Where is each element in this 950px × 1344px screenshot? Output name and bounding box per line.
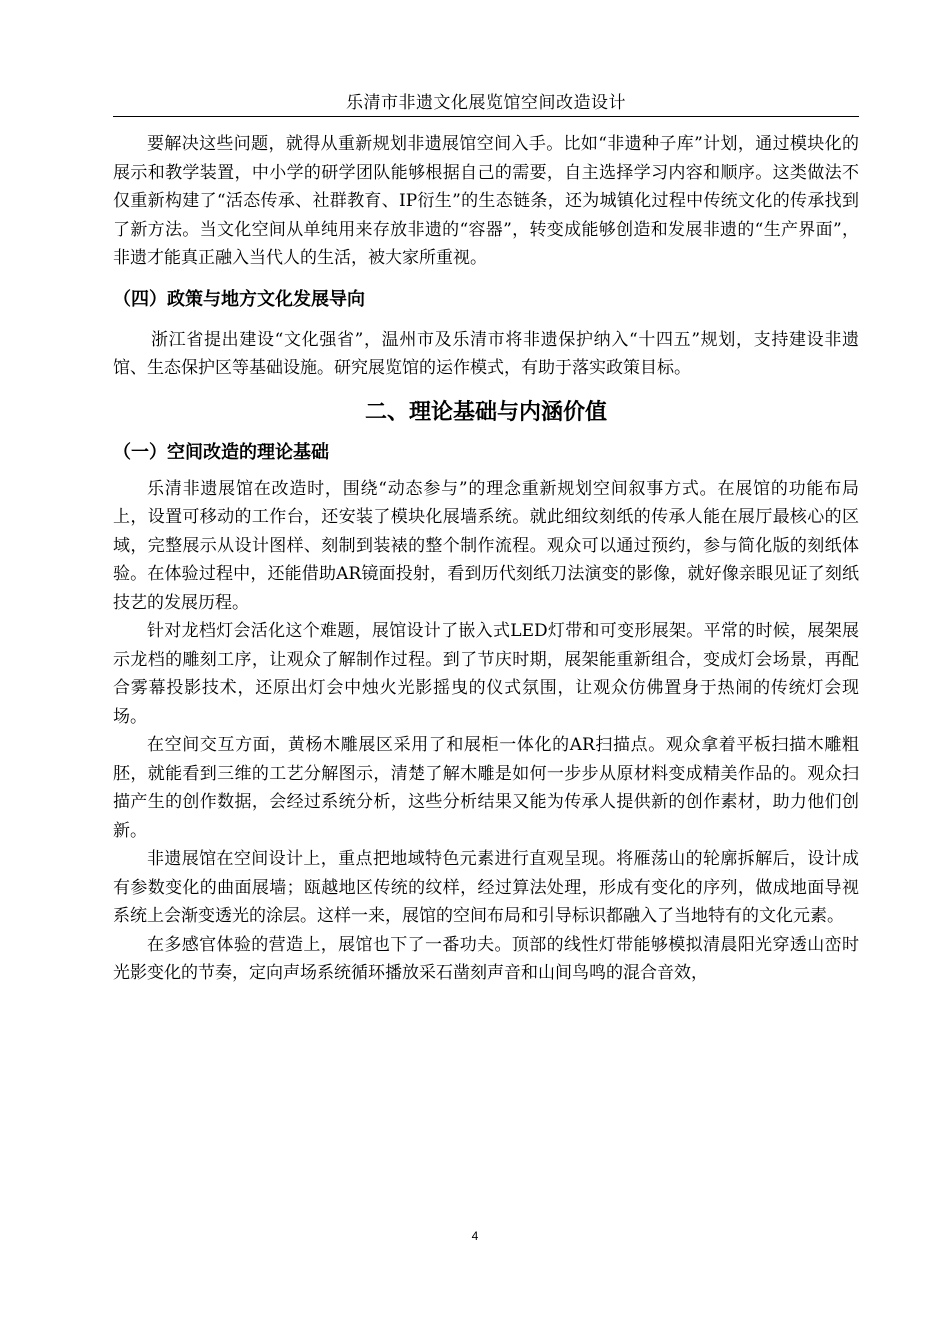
section-heading-theory: （一）空间改造的理论基础	[113, 441, 329, 463]
page-body	[113, 130, 859, 988]
paragraph-policy: 浙江省提出建设“文化强省”，温州市及乐清市将非遗保护纳入“十四五”规划，支持建设非遗馆、生态保护区等基础设施。研究展览馆的运作模式，有助于落实政策目标。	[113, 329, 859, 378]
running-header: 乐清市非遗文化展览馆空间改造设计	[113, 90, 859, 117]
chapter-title: 二、理论基础与内涵价值	[364, 399, 607, 425]
paragraph-theory-4: 非遗展馆在空间设计上，重点把地域特色元素进行直观呈现。将雁荡山的轮廓拆解后，设计成有参数变化的曲面展墙；瓯越地区传统的纹样，经过算法处理，形成有变化的序列，做成地面导视系统上会渐变透光的涂层。这样一来，展馆的空间布局和引导标识都融入了当地特有的文化元素。	[113, 849, 859, 926]
paragraph-theory-5: 在多感官体验的营造上，展馆也下了一番功夫。顶部的线性灯带能够模拟清晨阳光穿透山峦时光影变化的节奏，定向声场系统循环播放采石凿刻声音和山间鸟鸣的混合音效，	[113, 934, 859, 983]
paragraph-theory-1: 乐清非遗展馆在改造时，围绕“动态参与”的理念重新规划空间叙事方式。在展馆的功能布局上，设置可移动的工作台，还安装了模块化展墙系统。就此细纹刻纸的传承人能在展厅最核心的区域，完整展示从设计图样、刻制到装裱的整个制作流程。观众可以通过预约，参与简化版的刻纸体验。在体验过程中，还能借助AR镜面投射，看到历代刻纸刀法演变的影像，就好像亲眼见证了刻纸技艺的发展历程。	[113, 478, 859, 613]
paragraph-theory-2: 针对龙档灯会活化这个难题，展馆设计了嵌入式LED灯带和可变形展架。平常的时候，展架展示龙档的雕刻工序，让观众了解制作过程。到了节庆时期，展架能重新组合，变成灯会场景，再配合雾幕投影技术，还原出灯会中烛火光影摇曳的仪式氛围，让观众仿佛置身于热闹的传统灯会现场。	[113, 621, 859, 727]
paragraph-theory-3: 在空间交互方面，黄杨木雕展区采用了和展柜一体化的AR扫描点。观众拿着平板扫描木雕粗胚，就能看到三维的工艺分解图示，清楚了解木雕是如何一步步从原材料变成精美作品的。观众扫描产生的创作数据，会经过系统分析，这些分析结果又能为传承人提供新的创作素材，助力他们创新。	[113, 735, 859, 841]
page-number: 4	[471, 1229, 479, 1243]
section-heading-policy: （四）政策与地方文化发展导向	[113, 288, 365, 310]
paragraph-intro: 要解决这些问题，就得从重新规划非遗展馆空间入手。比如“非遗种子库”计划，通过模块化的展示和教学装置，中小学的研学团队能够根据自己的需要，自主选择学习内容和顺序。这类做法不仅重新构建了“活态传承、社群教育、IP衍生”的生态链条，还为城镇化过程中传统文化的传承找到了新方法。当文化空间从单纯用来存放非遗的“容器”，转变成能够创造和发展非遗的“生产界面”，非遗才能真正融入当代人的生活，被大家所重视。	[113, 134, 859, 268]
